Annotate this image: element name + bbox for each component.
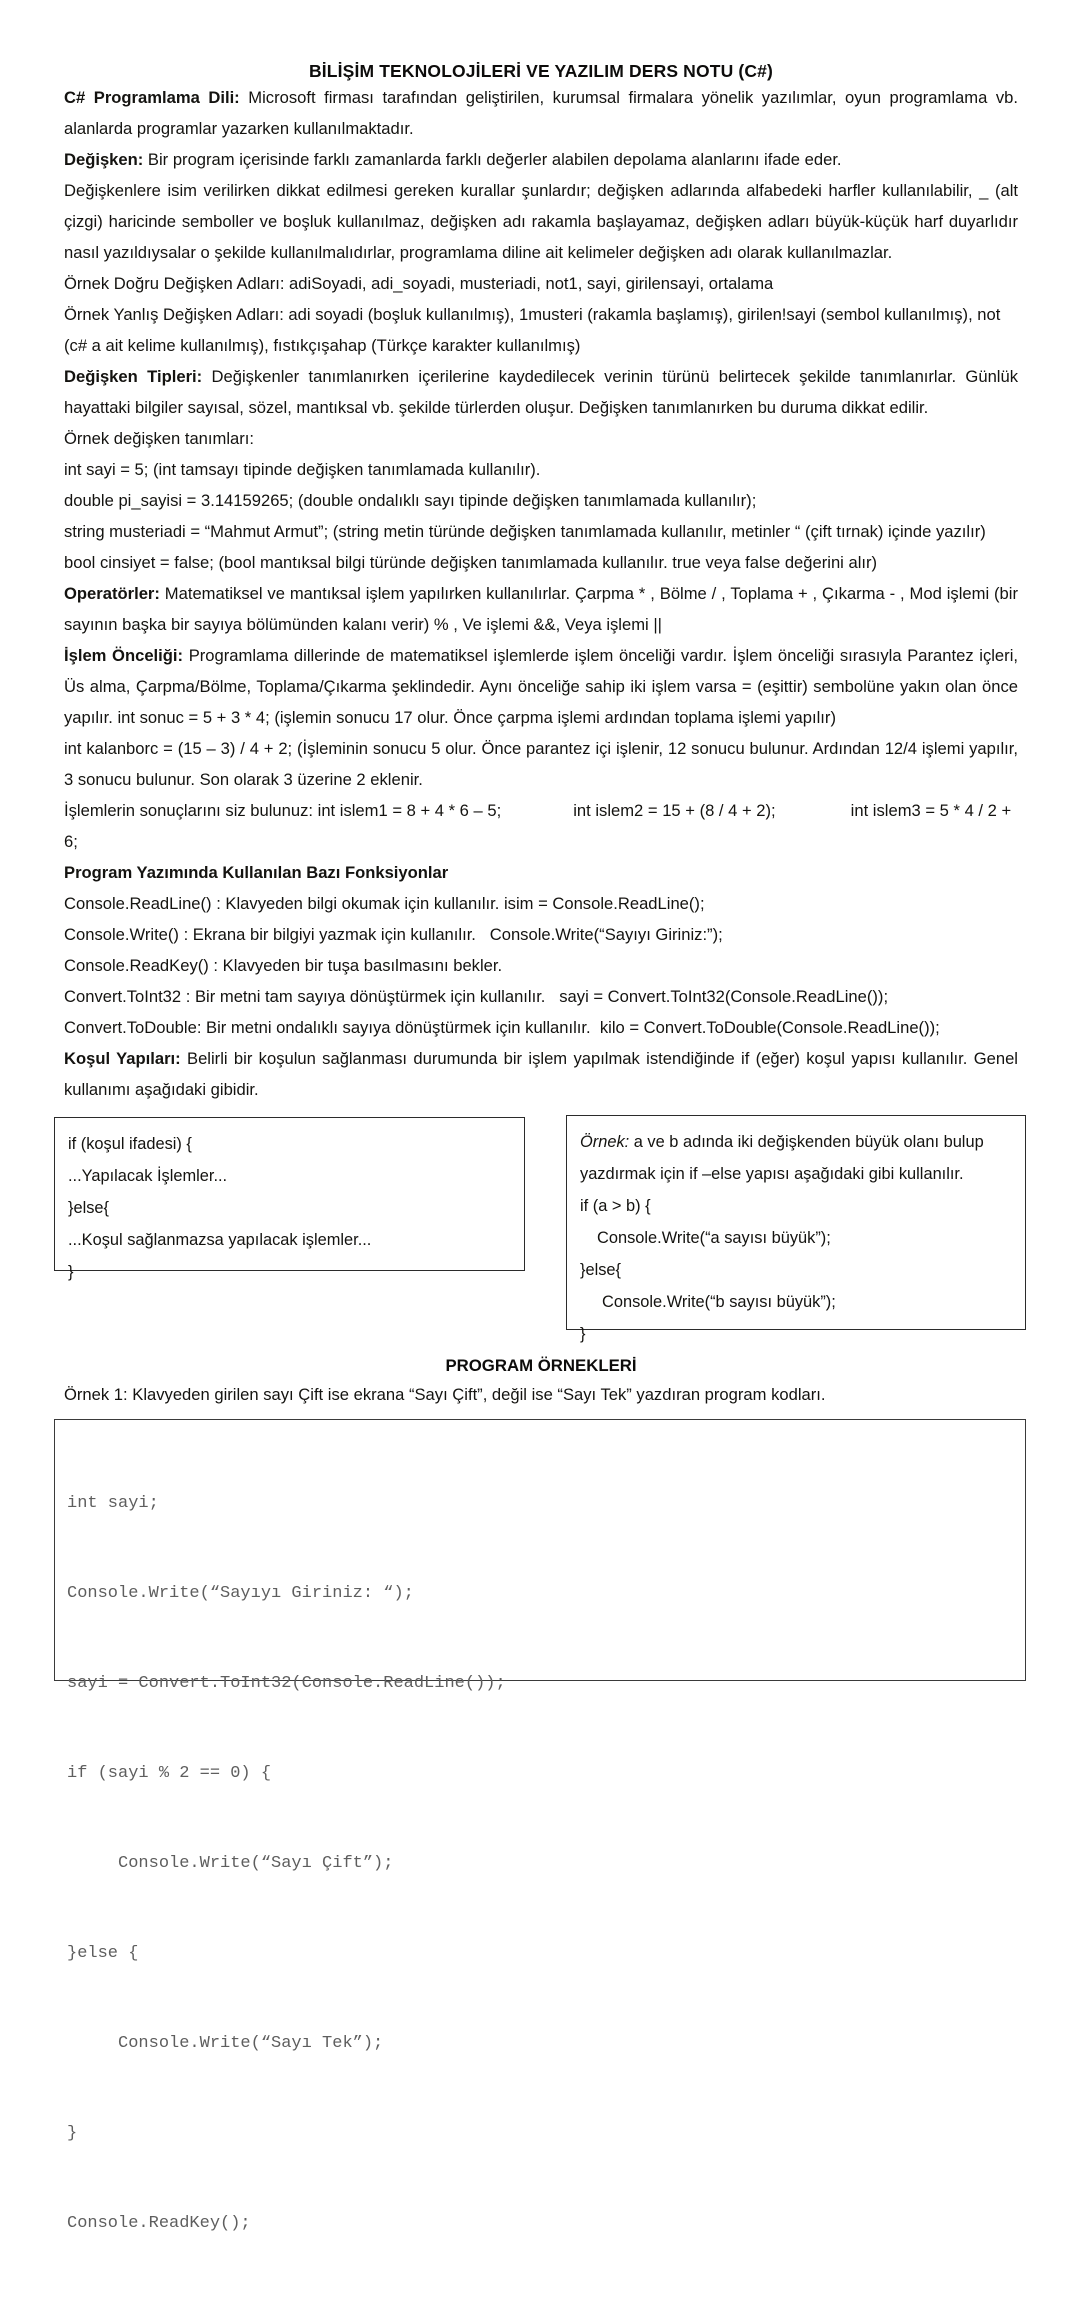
label-csharp-programlama-dili: C# Programlama Dili: <box>64 88 240 107</box>
code-line-2: Console.Write(“Sayıyı Giriniz: “); <box>67 1584 414 1603</box>
line-example-double: double pi_sayisi = 3.14159265; (double ondalıklı sayı tipinde değişken tanımlamada kullanılır); <box>64 491 757 510</box>
paragraph-csharp-intro <box>64 82 1018 144</box>
example-box-intro-text: a ve b adında iki değişkenden büyük olanı bulup yazdırmak için if –else yapısı aşağıdaki gibi kullanılır. <box>580 1133 989 1183</box>
text-operatorler: Matematiksel ve mantıksal işlem yapılırken kullanılırlar. Çarpma * , Bölme / , Toplama + , Çıkarma - , Mod işlemi (bir sayının başka bir sayıya bölümünden kalanı verir) % , Ve işlemi &&, Veya işlemi || <box>64 584 1018 634</box>
line-fonksiyon-readline: Console.ReadLine() : Klavyeden bilgi okumak için kullanılır. isim = Console.ReadLine(); <box>64 894 705 913</box>
label-kosul-yapilari: Koşul Yapıları: <box>64 1049 181 1068</box>
line-fonksiyon-todouble: Convert.ToDouble: Bir metni ondalıklı sayıya dönüştürmek için kullanılır. kilo = Convert.ToDouble(Console.ReadLine()); <box>64 1018 940 1037</box>
code-line-8: } <box>67 2124 78 2143</box>
line-exercises <box>64 795 1018 857</box>
label-operatorler: Operatörler: <box>64 584 160 603</box>
paragraph-wrong-variable-names: Örnek Yanlış Değişken Adları: adi soyadi (boşluk kullanılmış), 1musteri (rakamla başlamış), girilen!sayi (sembol kullanılmış), not (c# a ait kelime kullanılmış), fıstıkçışahap (Türkçe karakter kullanılmış) <box>64 305 1001 355</box>
exercise-1: İşlemlerin sonuçlarını siz bulunuz: int islem1 = 8 + 4 * 6 – 5; <box>64 801 502 820</box>
text-degisken-tipleri: Değişkenler tanımlanırken içerilerine kaydedilecek verinin türünü belirtecek şekilde tanımlanırlar. Günlük hayattaki bilgiler sayısal, sözel, mantıksal vb. şekilde türlerden oluşur. Değişken tanımlanırken bu duruma dikkat edilir. <box>64 367 1019 417</box>
line-correct-variable-names: Örnek Doğru Değişken Adları: adiSoyadi, adi_soyadi, musteriadi, not1, sayi, girilensayi, ortalama <box>64 274 774 293</box>
syntax-boxes-row <box>64 1117 1018 1343</box>
line-examples-heading: Örnek değişken tanımları: <box>64 429 254 448</box>
if-else-syntax-box <box>54 1117 525 1281</box>
text-csharp-intro: Microsoft firması tarafından geliştirilen, kurumsal firmalara yönelik yazılımlar, oyun programlama vb. alanlarda programlar yazarken kullanılmaktadır. <box>64 88 1018 138</box>
example-line-close: } <box>580 1325 586 1343</box>
label-islem-onceligi: İşlem Önceliği: <box>64 646 184 665</box>
example-line-else: }else{ <box>580 1261 622 1279</box>
text-islem-onceligi: Programlama dillerinde de matematiksel işlemlerde işlem önceliği vardır. İşlem önceliği sırasıyla Parantez içleri, Üs alma, Çarpma/Bölme, Toplama/Çıkarma şeklindedir. Aynı önceliğe sahip iki işlem varsa = (eşittir) sembolüne yakın olan önce yapılır. int sonuc = 5 + 3 * 4; (işlemin sonucu 17 olur. Önce çarpma işlemi ardından toplama işlemi yapılır) <box>64 646 1018 727</box>
example-line-if: if (a > b) { <box>580 1197 651 1215</box>
label-ornek: Örnek: <box>580 1133 630 1151</box>
document-content <box>64 0 1019 2233</box>
paragraph-operatorler <box>64 578 1018 640</box>
paragraph-degisken-rules: Değişkenlere isim verilirken dikkat edilmesi gereken kurallar şunlardır; değişken adlarında alfabedeki harfler kullanılabilir, _ (alt çizgi) haricinde semboller ve boşluk kullanılmaz, değişken adı rakamla başlayamaz, değişken adları büyük-küçük harf duyarlıdır nasıl yazıldıysalar o şekilde kullanılmalıdırlar, programlama diline ait kelimeler değişken adı olarak kullanılmazlar. <box>64 181 1018 262</box>
section-title-program-ornekleri: PROGRAM ÖRNEKLERİ <box>445 1356 637 1375</box>
heading-fonksiyonlar: Program Yazımında Kullanılan Bazı Fonksiyonlar <box>64 863 449 882</box>
paragraph-degisken-tipleri <box>64 361 1018 423</box>
code-line-7: Console.Write(“Sayı Tek”); <box>67 2034 384 2053</box>
code-line-9: Console.ReadKey(); <box>67 2214 251 2233</box>
text-degisken: Bir program içerisinde farklı zamanlarda farklı değerler alabilen depolama alanlarını ifade eder. <box>143 150 842 169</box>
syntax-line-close: } <box>68 1263 74 1281</box>
syntax-line-else-body: ...Koşul sağlanmazsa yapılacak işlemler... <box>68 1231 372 1249</box>
code-line-3: sayi = Convert.ToInt32(Console.ReadLine()); <box>67 1674 506 1693</box>
paragraph-kalanborc-example: int kalanborc = (15 – 3) / 4 + 2; (İşleminin sonucu 5 olur. Önce parantez içi işlenir, 12 sonucu bulunur. Ardından 12/4 işlemi yapılır, 3 sonucu bulunur. Son olarak 3 üzerine 2 eklenir. <box>64 739 1018 789</box>
line-fonksiyon-readkey: Console.ReadKey() : Klavyeden bir tuşa basılmasını bekler. <box>64 956 503 975</box>
line-example-bool: bool cinsiyet = false; (bool mantıksal bilgi türünde değişken tanımlamada kullanılır. true veya false değerini alır) <box>64 553 878 572</box>
paragraph-degisken <box>64 144 1018 175</box>
exercise-2: int islem2 = 15 + (8 / 4 + 2); <box>573 801 776 820</box>
code-line-5: Console.Write(“Sayı Çift”); <box>67 1854 394 1873</box>
caption-example-1: Örnek 1: Klavyeden girilen sayı Çift ise ekrana “Sayı Çift”, değil ise “Sayı Tek” yazdıran program kodları. <box>64 1385 826 1404</box>
line-fonksiyon-toint32: Convert.ToInt32 : Bir metni tam sayıya dönüştürmek için kullanılır. sayi = Convert.ToInt32(Console.ReadLine()); <box>64 987 889 1006</box>
line-fonksiyon-write: Console.Write() : Ekrana bir bilgiyi yazmak için kullanılır. Console.Write(“Sayıyı Giriniz:”); <box>64 925 723 944</box>
example-line-write-a: Console.Write(“a sayısı büyük”); <box>597 1229 831 1247</box>
syntax-line-if: if (koşul ifadesi) { <box>68 1135 192 1153</box>
syntax-line-body: ...Yapılacak İşlemler... <box>68 1167 228 1185</box>
code-line-1: int sayi; <box>67 1494 159 1513</box>
paragraph-islem-onceligi <box>64 640 1018 733</box>
example-box-intro <box>580 1126 1013 1190</box>
syntax-line-else: }else{ <box>68 1199 110 1217</box>
page-title: BİLİŞİM TEKNOLOJİLERİ VE YAZILIM DERS NOTU (C#) <box>308 61 774 81</box>
label-degisken: Değişken: <box>64 150 144 169</box>
label-degisken-tipleri: Değişken Tipleri: <box>64 367 203 386</box>
text-kosul-yapilari: Belirli bir koşulun sağlanması durumunda bir işlem yapılmak istendiğinde if (eğer) koşul yapısı kullanılır. Genel kullanımı aşağıdaki gibidir. <box>64 1049 1018 1099</box>
code-line-4: if (sayi % 2 == 0) { <box>67 1764 272 1783</box>
line-example-int: int sayi = 5; (int tamsayı tipinde değişken tanımlamada kullanılır). <box>64 460 541 479</box>
paragraph-kosul-yapilari <box>64 1043 1018 1105</box>
exercise-3: int islem3 = 5 * 4 / 2 + 6; <box>64 801 1016 851</box>
code-line-6: }else { <box>67 1944 139 1963</box>
if-else-example-box <box>566 1115 1026 1343</box>
line-example-string: string musteriadi = “Mahmut Armut”; (string metin türünde değişken tanımlamada kullanılır, metinler “ (çift tırnak) içinde yazılır) <box>64 522 986 541</box>
program-code-listing <box>54 1419 1026 2233</box>
example-line-write-b: Console.Write(“b sayısı büyük”); <box>602 1293 836 1311</box>
